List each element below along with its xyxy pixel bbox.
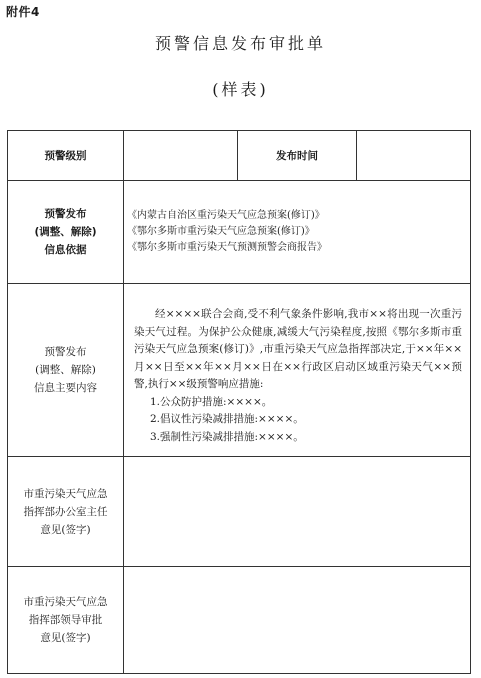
office-director-opinion-label — [8, 457, 124, 567]
page-title: 预警信息发布审批单 — [154, 34, 326, 53]
row-office-director-opinion — [8, 457, 471, 567]
row-main-content — [8, 284, 471, 457]
basis-content[interactable] — [124, 181, 471, 284]
leader-approval-field[interactable] — [124, 567, 471, 674]
leader-approval-label-line-3: 意见(签字) — [40, 632, 91, 644]
main-content-paragraph: 经××××联合会商,受不利气象条件影响,我市××将出现一次重污染天气过程。为保护公众健康,减缓大气污染程度,按照《鄂尔多斯市重污染天气应急预案(修订)》,市重污染天气应急指挥部决定,于××年××月××日至××年××月××日在××行政区启动区域重污染天气××预警,执行××级预警响应措施: — [134, 308, 462, 390]
row-basis — [8, 181, 471, 284]
basis-doc-3: 《鄂尔多斯市重污染天气预测预警会商报告》 — [127, 242, 327, 253]
measure-2: 2.倡议性污染减排措施:××××。 — [150, 413, 304, 425]
main-content-label — [8, 284, 124, 457]
main-content-label-line-1: 预警发布 — [44, 346, 87, 358]
basis-label-line-3: 信息依据 — [44, 244, 87, 256]
basis-doc-1: 《内蒙古自治区重污染天气应急预案(修订)》 — [127, 210, 325, 221]
main-content-label-line-3: 信息主要内容 — [34, 382, 97, 394]
release-time-label: 发布时间 — [238, 131, 357, 181]
main-content-label-line-2: (调整、解除) — [35, 364, 96, 376]
row-leader-approval — [8, 567, 471, 674]
office-director-label-line-3: 意见(签字) — [40, 523, 91, 536]
leader-approval-label-line-1: 市重污染天气应急 — [23, 596, 108, 608]
release-time-value[interactable] — [357, 131, 471, 181]
attachment-label: 附件4 — [6, 5, 40, 19]
basis-label — [8, 181, 124, 284]
leader-approval-label — [8, 567, 124, 674]
row-warning-level — [8, 131, 471, 181]
approval-form-table — [7, 130, 471, 674]
basis-label-line-1: 预警发布 — [44, 208, 87, 220]
measure-1: 1.公众防护措施:××××。 — [150, 395, 273, 408]
main-content-body[interactable] — [124, 284, 471, 457]
office-director-opinion-field[interactable] — [124, 457, 471, 567]
office-director-label-line-1: 市重污染天气应急 — [23, 487, 108, 500]
leader-approval-label-line-2: 指挥部领导审批 — [28, 614, 103, 626]
measure-3: 3.强制性污染减排措施:××××。 — [150, 430, 304, 443]
warning-level-label: 预警级别 — [8, 131, 124, 181]
basis-doc-2: 《鄂尔多斯市重污染天气应急预案(修订)》 — [127, 226, 315, 237]
warning-level-value[interactable] — [124, 131, 238, 181]
office-director-label-line-2: 指挥部办公室主任 — [23, 505, 108, 518]
basis-label-line-2: (调整、解除) — [34, 226, 97, 238]
page-subtitle: (样表) — [212, 80, 269, 99]
